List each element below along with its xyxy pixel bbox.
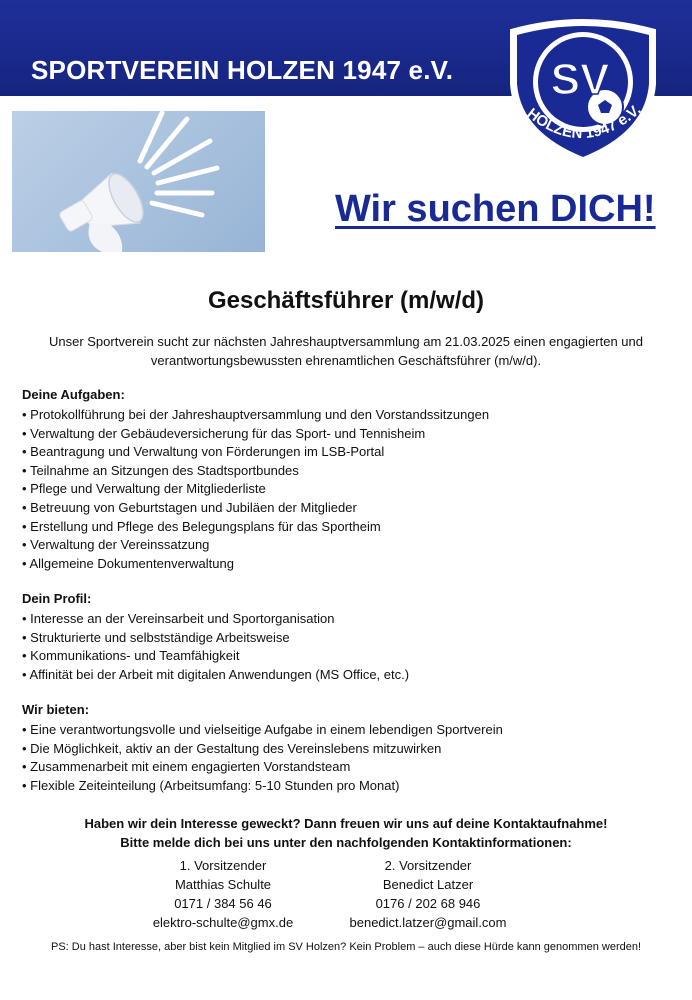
list-item: • Affinität bei der Arbeit mit digitalen Anwendungen (MS Office, etc.) [22,666,682,685]
contact-role: 2. Vorsitzender [384,858,472,873]
contact-name: Matthias Schulte [174,877,272,892]
list-item: • Betreuung von Geburtstagen und Jubiläen der Mitglieder [22,499,682,518]
list-item: • Flexible Zeiteinteilung (Arbeitsumfang: 5-10 Stunden pro Monat) [22,777,682,796]
list-item: • Verwaltung der Vereinssatzung [22,536,682,555]
job-title: Geschäftsführer (m/w/d) [207,287,485,314]
contact-chair-1 [123,856,323,932]
offer-section [22,701,682,795]
intro-text: Unser Sportverein sucht zur nächsten Jahreshauptversammlung am 21.03.2025 einen engagierten und verantwortungsbewussten ehrenamtlichen Geschäftsführer (m/w/d). [48,334,644,368]
logo-letters: SV [550,55,610,104]
megaphone-icon [12,111,265,252]
list-item: • Verwaltung der Gebäudeversicherung für das Sport- und Tennisheim [22,425,682,444]
offer-list [22,721,682,795]
profile-heading: Dein Profil: [22,591,92,606]
contact-role: 1. Vorsitzender [179,858,267,873]
contact-chair-2 [328,856,528,932]
profile-section [22,590,682,684]
call-to-action [0,814,692,852]
club-logo [505,14,661,168]
list-item: • Erstellung und Pflege des Belegungsplans für das Sportheim [22,518,682,537]
list-item: • Allgemeine Dokumentenverwaltung [22,555,682,574]
offer-heading: Wir bieten: [22,702,90,717]
tasks-heading: Deine Aufgaben: [22,387,125,402]
list-item: • Pflege und Verwaltung der Mitgliederliste [22,480,682,499]
list-item: • Protokollführung bei der Jahreshauptversammlung und den Vorstandssitzungen [22,406,682,425]
club-name: SPORTVEREIN HOLZEN 1947 e.V. [31,55,454,85]
list-item: • Eine verantwortungsvolle und vielseitige Aufgabe in einem lebendigen Sportverein [22,721,682,740]
contact-name: Benedict Latzer [382,877,474,892]
logo-text: HOLZEN 1947 e.V. [523,101,645,143]
list-item: • Interesse an der Vereinsarbeit und Sportorganisation [22,610,682,629]
list-item: • Zusammenarbeit mit einem engagierten Vorstandsteam [22,758,682,777]
tasks-section [22,386,682,573]
cta-line-1: Haben wir dein Interesse geweckt? Dann freuen wir uns auf deine Kontaktaufnahme! [84,816,608,831]
headline: Wir suchen DICH! [335,188,656,230]
postscript: PS: Du hast Interesse, aber bist kein Mitglied im SV Holzen? Kein Problem – auch diese Hürde kann genommen werden! [50,941,642,953]
contact-phone[interactable]: 0171 / 384 56 46 [174,896,272,911]
list-item: • Teilnahme an Sitzungen des Stadtsportbundes [22,462,682,481]
contact-email[interactable]: elektro-schulte@gmx.de [152,915,294,930]
contact-email[interactable]: benedict.latzer@gmail.com [349,915,507,930]
list-item: • Strukturierte und selbstständige Arbeitsweise [22,629,682,648]
tasks-list [22,406,682,573]
profile-list [22,610,682,684]
list-item: • Kommunikations- und Teamfähigkeit [22,647,682,666]
cta-line-2: Bitte melde dich bei uns unter den nachfolgenden Kontaktinformationen: [120,835,572,850]
list-item: • Beantragung und Verwaltung von Förderungen im LSB-Portal [22,443,682,462]
contact-phone[interactable]: 0176 / 202 68 946 [375,896,481,911]
list-item: • Die Möglichkeit, aktiv an der Gestaltung des Vereinslebens mitzuwirken [22,740,682,759]
megaphone-image [12,111,265,252]
